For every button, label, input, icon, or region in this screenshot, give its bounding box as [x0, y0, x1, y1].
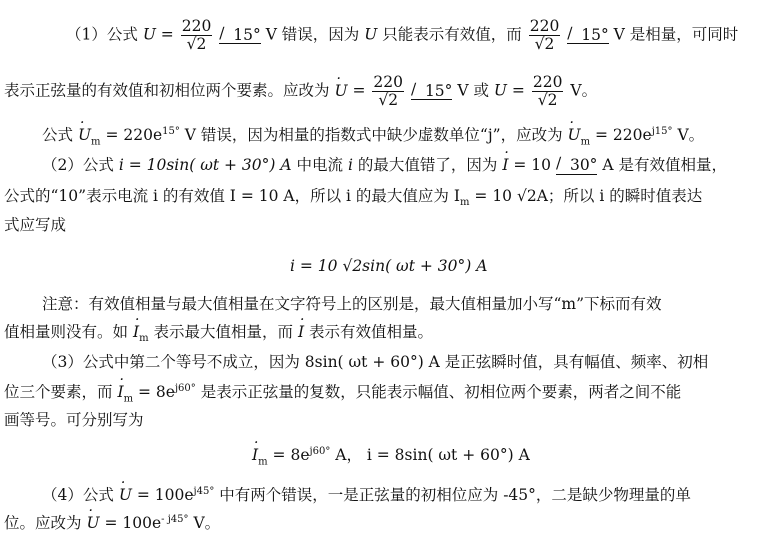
- math: i: [347, 156, 353, 174]
- math: A， i = 8sin( ωt + 60°) A: [335, 446, 530, 465]
- text: 位。应改为: [4, 514, 82, 533]
- angle: ∕ 15°: [410, 79, 453, 100]
- math: = 100e: [104, 514, 162, 533]
- text: 只能表示有效值，而: [382, 25, 522, 44]
- text: 位三个要素，而: [4, 383, 113, 402]
- angle: ∕ 30°: [555, 154, 598, 174]
- numerator: 220: [181, 17, 212, 35]
- text: 注意：有效值相量与最大值相量在文字符号上的区别是，最大值相量加小写“m”下标而有效: [42, 295, 662, 313]
- math: · U: [334, 83, 347, 101]
- fraction: [532, 74, 564, 109]
- text: 中有两个错误，一是正弦量的初相位应为 -45°，二是缺少物理量的单: [219, 486, 691, 505]
- note-line2: [4, 324, 433, 345]
- p4-line1: [42, 486, 691, 505]
- p4-line2: [4, 514, 220, 533]
- subscript: m: [459, 197, 470, 209]
- math: · U: [78, 127, 91, 145]
- angle: ∕ 15°: [219, 23, 261, 44]
- superscript: j45°: [193, 486, 215, 497]
- denominator: √2: [534, 35, 555, 54]
- superscript: - j45°: [161, 514, 189, 525]
- text: 画等号。可分别写为: [4, 411, 144, 429]
- denominator: √2: [537, 91, 558, 110]
- text: （3）公式中第二个等号不成立，因为 8sin( ωt + 60°) A 是正弦瞬时值，具有幅值、频率、初相: [42, 353, 709, 371]
- text: V 错误，因为相量的指数式中缺少虚数单位“j”，应改为: [184, 126, 563, 145]
- fraction: [181, 18, 213, 53]
- math: · U: [568, 127, 581, 145]
- p1-line3: [42, 126, 704, 148]
- denominator: √2: [378, 91, 399, 110]
- math: = 8e: [272, 446, 310, 465]
- p1-line1: [66, 18, 738, 53]
- subscript: m: [91, 136, 101, 148]
- math: = 220e: [105, 126, 163, 145]
- fraction: [529, 18, 561, 53]
- math: · I: [298, 324, 304, 342]
- math: · I: [252, 447, 258, 465]
- denominator: √2: [186, 35, 207, 54]
- text: 公式: [42, 126, 74, 145]
- p3-formula: [252, 446, 530, 468]
- text: V 是相量，可同时: [613, 25, 739, 44]
- superscript: j15°: [651, 126, 673, 137]
- p2-line2: [4, 188, 702, 209]
- math: = 10: [513, 156, 552, 174]
- angle-value: 15°: [581, 25, 609, 44]
- p2-line1: [42, 154, 727, 175]
- math: · U: [86, 515, 99, 533]
- subscript: m: [580, 136, 591, 148]
- text: V。: [677, 126, 705, 145]
- p2-formula: [290, 258, 487, 276]
- math: i = 10 √2sin( ωt + 30°) A: [290, 257, 488, 275]
- math: = 220e: [595, 126, 652, 145]
- p2-line3: [4, 217, 66, 235]
- superscript: j60°: [309, 446, 331, 457]
- text: 是表示正弦量的复数，只能表示幅值、初相位两个要素，两者之间不能: [200, 383, 682, 402]
- text: （1）公式: [66, 25, 138, 44]
- text: （4）公式: [42, 486, 114, 505]
- numerator: 220: [529, 17, 560, 35]
- text: 表示最大值相量，而: [153, 323, 294, 341]
- angle: ∕ 15°: [567, 23, 609, 44]
- text: A 是有效值相量，: [602, 156, 727, 174]
- math: · I: [133, 324, 139, 342]
- text: 公式的“10”表示电流 i 的有效值 I = 10 A，所以 i 的最大值应为 I: [4, 187, 460, 205]
- text: V。: [570, 81, 598, 100]
- math: · U: [119, 487, 132, 505]
- p1-line2: [4, 74, 597, 109]
- text: V 错误，因为: [265, 25, 360, 44]
- superscript: 15°: [162, 126, 180, 137]
- subscript: m: [258, 456, 268, 468]
- math: U: [364, 25, 378, 44]
- text: 表示正弦量的有效值和初相位两个要素。应改为: [4, 81, 330, 100]
- subscript: m: [139, 333, 149, 345]
- numerator: 220: [532, 73, 563, 91]
- math: · I: [502, 157, 508, 175]
- text: V。: [193, 514, 221, 533]
- numerator: 220: [373, 73, 403, 91]
- angle-value: 15°: [424, 81, 453, 100]
- math: = 100e: [136, 486, 194, 505]
- angle-value: 15°: [233, 25, 261, 44]
- text: = 10 √2A；所以 i 的瞬时值表达: [474, 187, 703, 205]
- text: 中电流: [296, 156, 344, 174]
- p3-line3: [4, 412, 144, 430]
- math: i = 10sin( ωt + 30°) A: [118, 156, 292, 174]
- text: （2）公式: [42, 156, 114, 174]
- text: V 或: [457, 81, 489, 100]
- text: 的最大值错了，因为: [357, 156, 498, 174]
- fraction: [372, 74, 404, 109]
- math: · I: [117, 384, 123, 402]
- superscript: j60°: [174, 383, 196, 394]
- subscript: m: [123, 393, 134, 405]
- math: U =: [142, 25, 174, 44]
- angle-value: 30°: [569, 156, 598, 174]
- math: =: [352, 81, 366, 100]
- math: = 8e: [138, 383, 175, 402]
- text: 式应写成: [4, 216, 67, 234]
- text: 表示有效值相量。: [309, 323, 434, 341]
- p3-line2: [4, 383, 681, 405]
- math: U =: [493, 81, 525, 100]
- p3-line1: [42, 354, 708, 372]
- text: 值相量则没有。如: [4, 323, 129, 341]
